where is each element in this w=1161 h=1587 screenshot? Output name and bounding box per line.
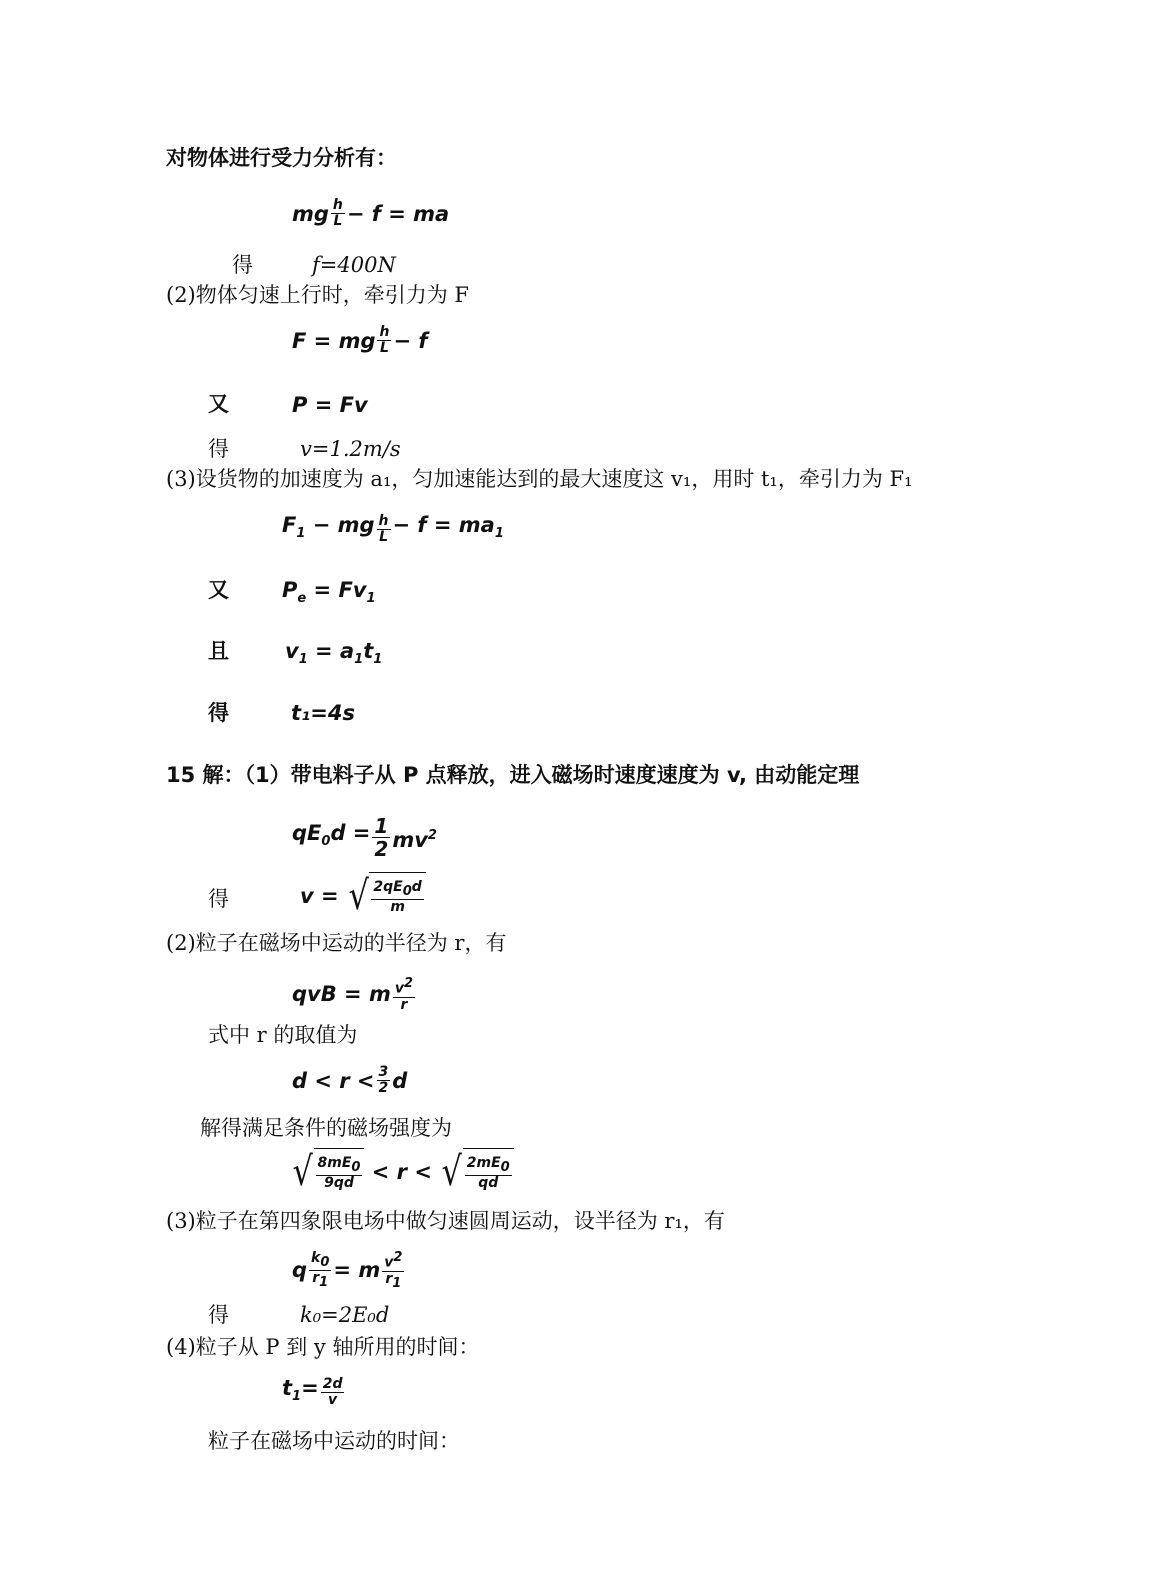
equation-10: d < r < $\frac{3}{2}$ d xyxy=(292,1064,408,1096)
label-you-1: 又 xyxy=(208,392,229,416)
equation-4: $F_1$ − mg $\frac{h}{L}$ − $f = ma_1$ xyxy=(282,513,504,546)
equation-11: √ $\frac{8mE_0}{9qd}$ < r < √ $\frac{2mE_0}{qd}$ xyxy=(290,1148,514,1196)
line-part-3-circular: (3)粒子在第四象限电场中做匀速圆周运动，设半径为 r₁，有 xyxy=(166,1209,725,1233)
line-force-analysis: 对物体进行受力分析有： xyxy=(166,146,397,170)
equation-6: $v_1 = a_1t_1$ xyxy=(285,639,383,668)
equation-7: $qE_0d$ = $\frac{1}{2}$ $mv^2$ xyxy=(292,814,437,861)
equation-8: v = √ $\frac{2qE_0d}{m}$ xyxy=(300,872,426,920)
line-r-range: 式中 r 的取值为 xyxy=(208,1023,358,1047)
equation-12: q $\frac{k_0}{r_1}$ = m $\frac{v^2}{r_1}$ xyxy=(292,1249,403,1291)
line-part-2: (2)物体匀速上行时，牵引力为 F xyxy=(166,283,469,307)
label-de-2: 得 xyxy=(208,437,229,461)
label-de-5: 得 xyxy=(208,1303,229,1327)
line-time-in-field: 粒子在磁场中运动的时间： xyxy=(208,1429,460,1453)
equation-2: F = mg $\frac{h}{L}$ − f xyxy=(292,324,428,356)
equation-5: $P_e = Fv_1$ xyxy=(282,578,376,607)
line-part-2-magnetic: (2)粒子在磁场中运动的半径为 r，有 xyxy=(166,931,507,955)
result-k0: k₀=2E₀d xyxy=(300,1303,390,1327)
label-de-4: 得 xyxy=(208,887,229,911)
line-field-strength: 解得满足条件的磁场强度为 xyxy=(200,1116,452,1140)
label-you-2: 又 xyxy=(208,578,229,602)
line-part-4: (4)粒子从 P 到 y 轴所用的时间： xyxy=(166,1335,480,1359)
equation-3: P = Fv xyxy=(292,393,368,417)
result-v: v=1.2m/s xyxy=(300,437,401,461)
equation-13: $t_1=$ $\frac{2d}{v}$ xyxy=(282,1376,343,1409)
label-de-3: 得 xyxy=(208,701,229,725)
label-qie: 且 xyxy=(208,639,229,663)
label-de-1: 得 xyxy=(232,253,253,277)
equation-9: qvB = m $\frac{v^2}{r}$ xyxy=(292,976,414,1013)
line-problem-15: 15 解：（1）带电料子从 P 点释放，进入磁场时速度速度为 v, 由动能定理 xyxy=(166,763,860,787)
result-f: f=400N xyxy=(312,253,396,277)
equation-1: mg $\frac{h}{L}$ − f = ma xyxy=(292,197,450,229)
result-t1: t₁=4s xyxy=(291,701,355,725)
line-part-3: (3)设货物的加速度为 a₁，匀加速能达到的最大速度这 v₁，用时 t₁，牵引力为 F₁ xyxy=(166,467,913,491)
